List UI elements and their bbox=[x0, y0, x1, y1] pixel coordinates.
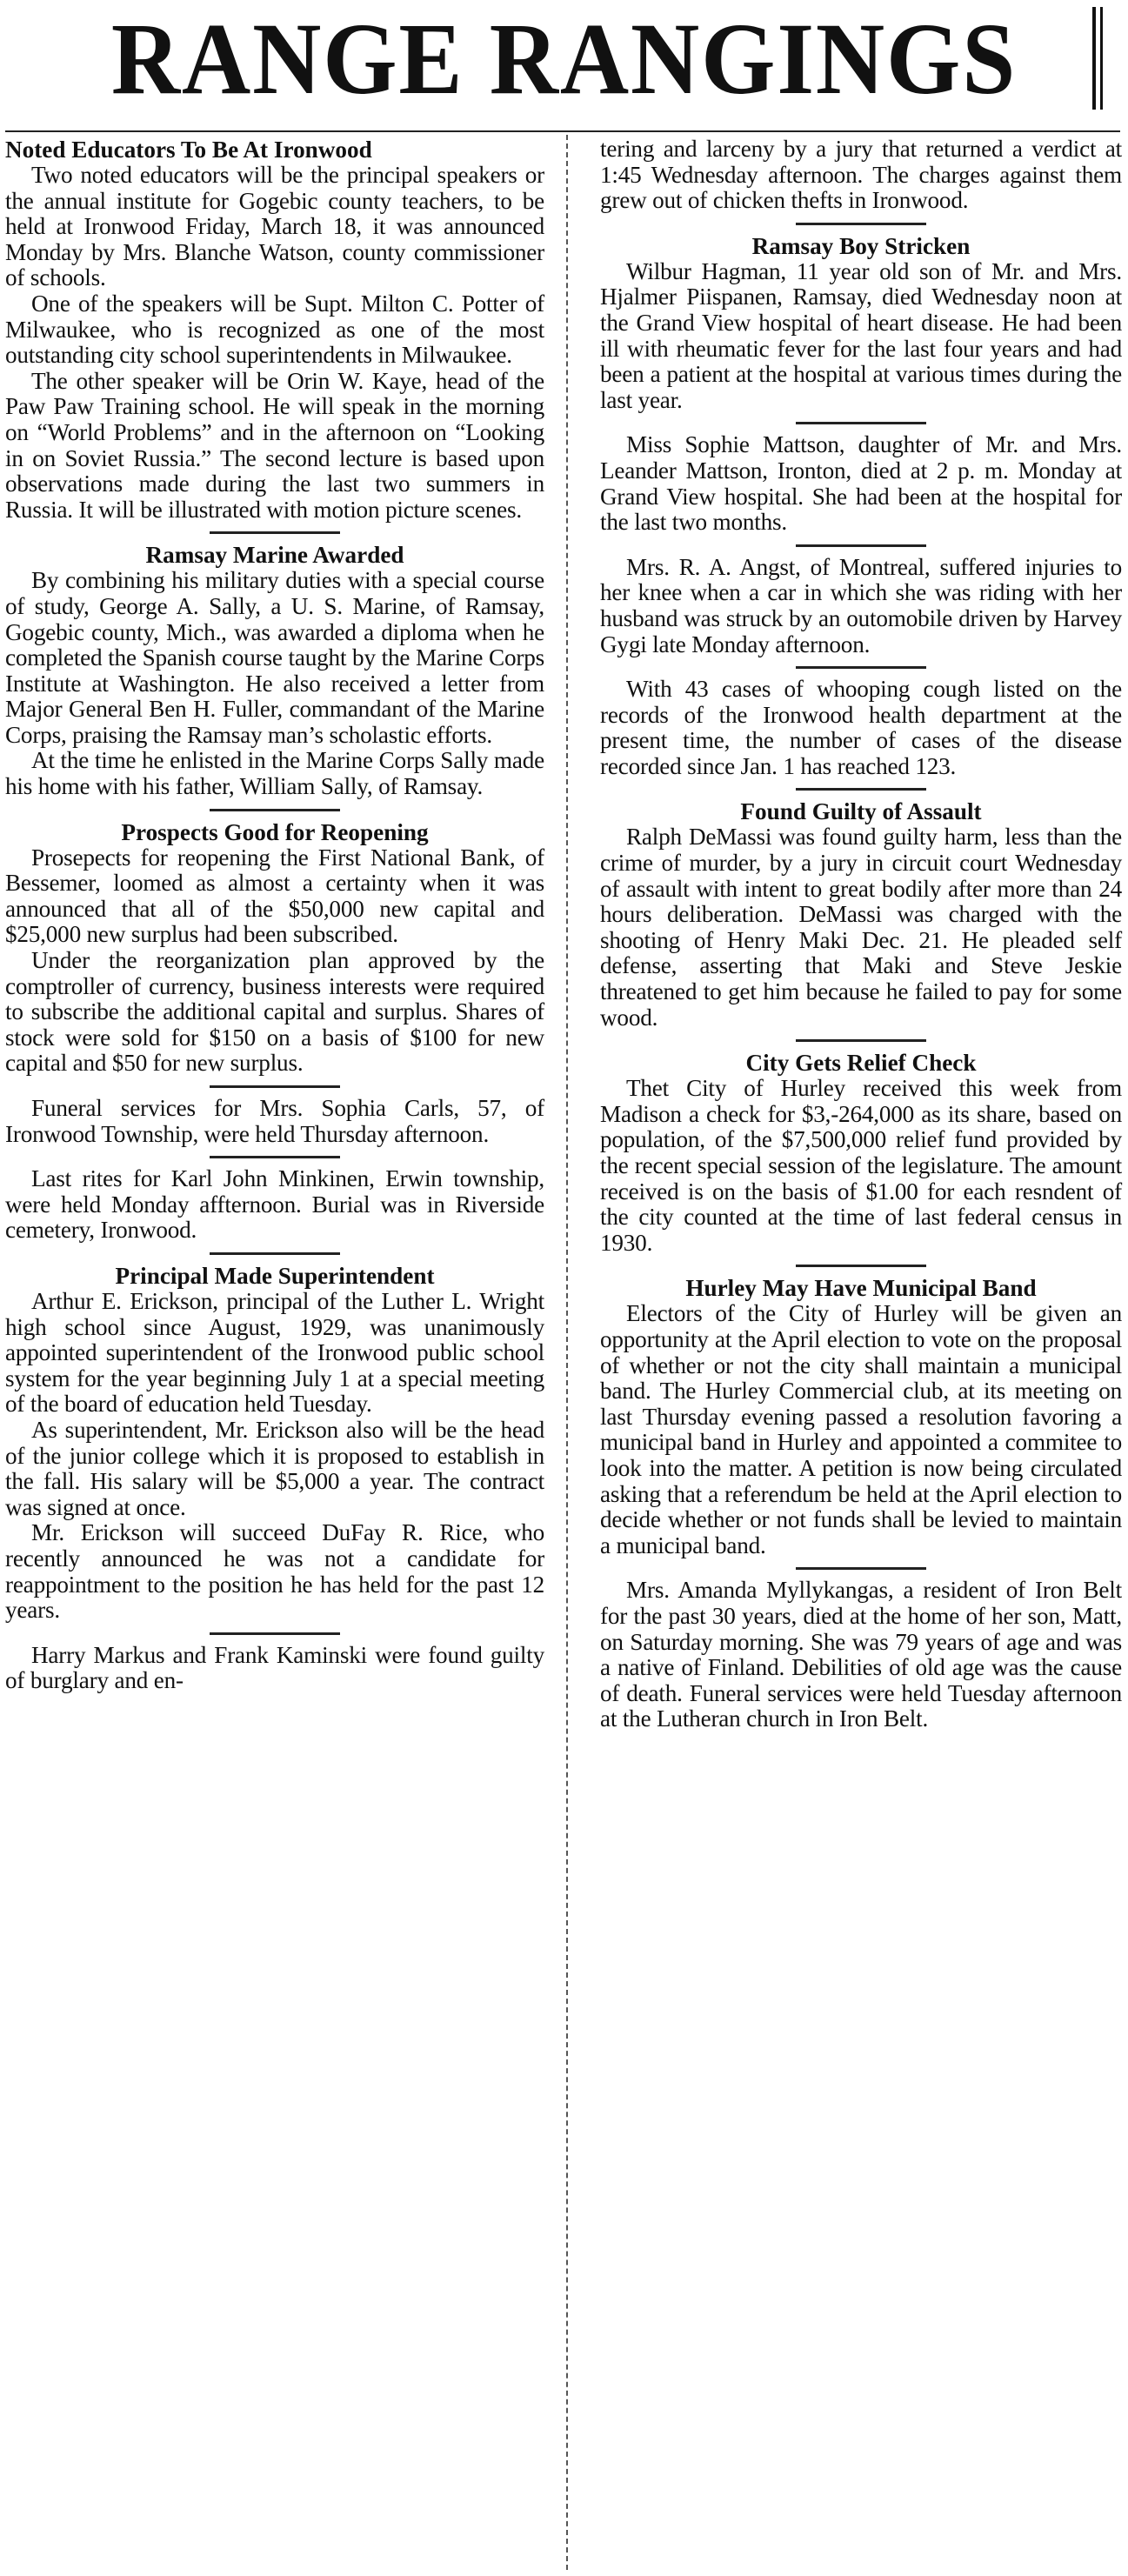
article-paragraph: Mrs. Amanda Myllykangas, a resident of Iron Belt for the past 30 years, died at the home of her son, Matt, on Saturday morning. She was 79 years of age and was a native of Finland. Debilities of old age was the cause of death. Funeral services were held Tuesday afternoon at the Lutheran church in Iron Belt. bbox=[600, 1577, 1122, 1732]
article-separator bbox=[210, 1156, 340, 1158]
article-last-rites-minkinen bbox=[5, 1166, 544, 1244]
article-paragraph: Miss Sophie Mattson, daughter of Mr. and Mrs. Leander Mattson, Ironton, died at 2 p. m. Monday at Grand View hospital. She had been at the hospital for the last two months. bbox=[600, 431, 1122, 536]
article-heading: Ramsay Boy Stricken bbox=[751, 232, 971, 259]
article-angst-injury bbox=[600, 555, 1122, 657]
article-separator bbox=[796, 223, 926, 225]
masthead-rule-bar bbox=[1092, 7, 1096, 110]
article-separator bbox=[210, 1252, 340, 1255]
article-separator bbox=[210, 1632, 340, 1635]
article-paragraph: By combining his military duties with a special course of study, George A. Sally, a U. S. Marine, of Ramsay, Gogebic county, Mich., was awarded a diploma when he completed the Spanish course taught by the Marine Corps Institute at Washington. He also received a letter from Major General Ben H. Fuller, commandant of the Marine Corps, praising the Ramsay man’s scholastic efforts. bbox=[5, 567, 544, 748]
article-paragraph: Mrs. R. A. Angst, of Montreal, suffered injuries to her knee when a car in which she was riding with her husband was struck by an outomobile driven by Harvey Gygi late Monday afternoon. bbox=[600, 553, 1122, 657]
article-whooping-cough bbox=[600, 677, 1122, 779]
article-guilty-assault bbox=[600, 798, 1122, 1031]
article-paragraph: Funeral services for Mrs. Sophia Carls, 57, of Ironwood Township, were held Thursday afternoon. bbox=[5, 1095, 544, 1147]
article-heading: Hurley May Have Municipal Band bbox=[685, 1275, 1037, 1302]
article-separator bbox=[210, 809, 340, 811]
article-paragraph: Prosepects for reopening the First National Bank, of Bessemer, loomed as almost a certainty when it was announced that all of the $50,000 new capital and $25,000 new surplus had been subscribed. bbox=[5, 844, 544, 948]
left-column bbox=[5, 137, 544, 1694]
article-noted-educators bbox=[5, 137, 544, 523]
article-paragraph: The other speaker will be Orin W. Kaye, head of the Paw Paw Training school. He will speak in the morning on “World Problems” and in the afternoon on “Looking in on Soviet Russia.” The second lecture is based upon observations made during the last two summers in Russia. It will be illustrated with motion picture scenes. bbox=[5, 367, 544, 523]
article-paragraph: With 43 cases of whooping cough listed on the records of the Ironwood health department at the present time, the number of cases of the disease recorded since Jan. 1 has reached 123. bbox=[600, 676, 1122, 779]
article-paragraph: Arthur E. Erickson, principal of the Luther L. Wright high school since August, 1929, was unanimously appointed superintendent of the Ironwood public school system for the year beginning July 1 at a special meeting of the board of education held Tuesday. bbox=[5, 1287, 544, 1418]
article-myllykangas-obituary bbox=[600, 1578, 1122, 1732]
article-separator bbox=[796, 1567, 926, 1570]
masthead-divider bbox=[5, 130, 1120, 132]
article-separator bbox=[796, 422, 926, 424]
article-relief-check bbox=[600, 1050, 1122, 1256]
masthead bbox=[0, 0, 1128, 130]
article-paragraph: Two noted educators will be the principal speakers or the annual institute for Gogebic county teachers, to be held at Ironwood Friday, March 18, it was announced Monday by Mrs. Blanche Watson, county commissioner of schools. bbox=[5, 162, 544, 291]
article-heading: Found Guilty of Assault bbox=[740, 798, 982, 825]
article-separator bbox=[796, 544, 926, 547]
article-paragraph: Last rites for Karl John Minkinen, Erwin township, were held Monday affternoon. Burial was in Riverside cemetery, Ironwood. bbox=[5, 1165, 544, 1244]
article-separator bbox=[796, 1039, 926, 1042]
article-paragraph: Thet City of Hurley received this week from Madison a check for $3,-264,000 as its share, based on population, of the $7,500,000 relief fund provided by the recent special session of the legislature. The amount received is on the basis of $1.00 for each resndent of the city counted at the time of last federal census in 1930. bbox=[600, 1075, 1122, 1256]
article-burglary-verdict-continued bbox=[600, 137, 1122, 214]
article-paragraph: Harry Markus and Frank Kaminski were found guilty of burglary and en- bbox=[5, 1641, 544, 1694]
article-heading: Ramsay Marine Awarded bbox=[145, 542, 404, 569]
right-column bbox=[600, 137, 1122, 1732]
article-paragraph: One of the speakers will be Supt. Milton C. Potter of Milwaukee, who is recognized as one of the most outstanding city school superintendents in Milwaukee. bbox=[5, 290, 544, 369]
article-paragraph: Wilbur Hagman, 11 year old son of Mr. and Mrs. Hjalmer Piispanen, Ramsay, died Wednesday noon at the Grand View hospital of heart disease. He had been ill with rheumatic fever for the last four years and had been a patient at the hospital at various times during the last year. bbox=[600, 257, 1122, 413]
article-heading: City Gets Relief Check bbox=[745, 1050, 977, 1077]
article-heading: Prospects Good for Reopening bbox=[121, 818, 429, 845]
article-paragraph: Ralph DeMassi was found guilty harm, less than the crime of murder, by a jury in circuit court Wednesday of assault with intent to great bodily after more than 24 hours deliberation. DeMassi was charged with the shooting of Henry Maki Dec. 21. He pleaded self defense, asserting that Maki and Steve Jeskie threatened to get him because he failed to pay for some wood. bbox=[600, 824, 1122, 1031]
masthead-rule-bar bbox=[1100, 7, 1103, 110]
article-paragraph: At the time he enlisted in the Marine Corps Sally made his home with his father, William Sally, of Ramsay. bbox=[5, 747, 544, 800]
article-heading: Principal Made Superintendent bbox=[115, 1262, 435, 1289]
article-paragraph: Under the reorganization plan approved by the comptroller of currency, business interests were required to subscribe the additional capital and surplus. Shares of stock were sold for $150 on a basis of $100 for new capital and $50 for new surplus. bbox=[5, 947, 544, 1077]
article-separator bbox=[210, 1085, 340, 1088]
column-divider bbox=[566, 135, 568, 2570]
article-ramsay-boy bbox=[600, 233, 1122, 414]
article-sophie-mattson bbox=[600, 432, 1122, 535]
article-burglary-verdict bbox=[5, 1643, 544, 1694]
article-funeral-carls bbox=[5, 1096, 544, 1147]
article-prospects-reopening bbox=[5, 819, 544, 1077]
masthead-title: RANGE RANGINGS bbox=[110, 2, 1018, 116]
article-separator bbox=[796, 1265, 926, 1267]
article-paragraph: As superintendent, Mr. Erickson also will be the head of the junior college which it is proposed to establish in the fall. His salary will be $5,000 a year. The contract was signed at once. bbox=[5, 1416, 544, 1520]
article-separator bbox=[796, 666, 926, 669]
article-separator bbox=[210, 531, 340, 534]
article-paragraph: tering and larceny by a jury that returned a verdict at 1:45 Wednesday afternoon. The charges against them grew out of chicken thefts in Ironwood. bbox=[600, 136, 1122, 214]
article-paragraph: Electors of the City of Hurley will be given an opportunity at the April election to vote on the proposal of whether or not the city shall maintain a municipal band. The Hurley Commercial club, at its meeting on last Thursday evening passed a resolution favoring a municipal band in Hurley and appointed a commitee to look into the matter. A petition is now being circulated asking that a referendum be held at the April election to decide whether or not funds shall be levied to maintain a municipal band. bbox=[600, 1300, 1122, 1558]
article-principal-superintendent bbox=[5, 1263, 544, 1624]
article-paragraph: Mr. Erickson will succeed DuFay R. Rice, who recently announced he was not a candidate for reappointment to the position he has held for the past 12 years. bbox=[5, 1519, 544, 1624]
article-heading: Noted Educators To Be At Ironwood bbox=[5, 137, 372, 163]
article-separator bbox=[796, 788, 926, 791]
article-ramsay-marine bbox=[5, 542, 544, 799]
article-municipal-band bbox=[600, 1275, 1122, 1558]
